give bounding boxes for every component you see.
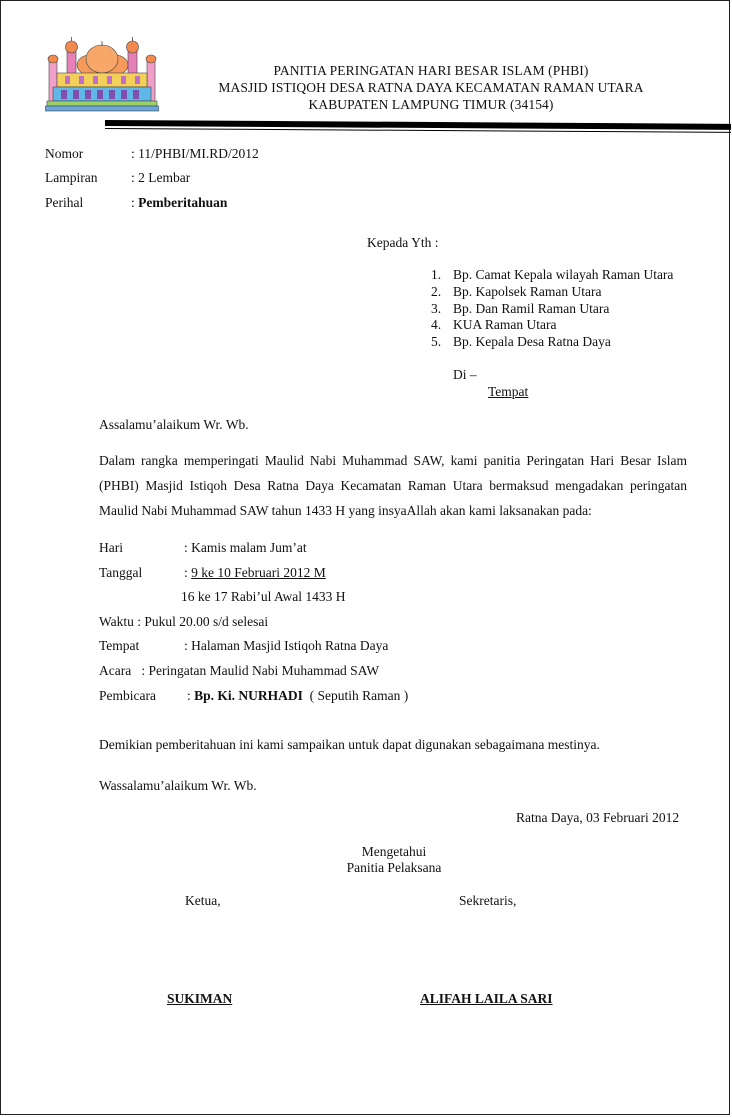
mengetahui: Mengetahui (361, 844, 427, 859)
list-item: 3. Bp. Dan Ramil Raman Utara (431, 300, 610, 316)
body-paragraph: Dalam rangka memperingati Maulid Nabi Muhammad SAW, kami panitia Peringatan Hari Besar Islam (PHBI) Masjid Istiqoh Desa Ratna Daya Kecamatan Raman Utara bermaksud mengadakan peringatan Maulid Nabi Muhammad SAW tahun 1433 H yang insyaAllah akan kami laksanakan pada: (99, 453, 687, 518)
acara: Acara : Peringatan Maulid Nabi Muhammad SAW (99, 663, 380, 678)
sekretaris-label: Sekretaris, (459, 893, 517, 908)
pembicara-value: : Bp. Ki. NURHADI ( Seputih Raman ) (187, 688, 409, 703)
pembicara-label: Pembicara (99, 688, 156, 703)
sekretaris-name: ALIFAH LAILA SARI (420, 991, 553, 1006)
lampiran-label: Lampiran (45, 170, 98, 185)
list-item: 5. Bp. Kepala Desa Ratna Daya (431, 334, 611, 350)
hari-value: : Kamis malam Jum’at (184, 540, 307, 555)
tempat-label: Tempat (488, 384, 529, 399)
panitia-pelaksana: Panitia Pelaksana (346, 860, 442, 875)
recipients-list (431, 267, 673, 351)
farewell: Wassalamu’alaikum Wr. Wb. (99, 778, 257, 793)
perihal-label: Perihal (45, 195, 84, 210)
nomor-label: Nomor (45, 146, 84, 161)
header-line-1: PANITIA PERINGATAN HARI BESAR ISLAM (PHBI) (273, 63, 589, 78)
nomor-value: : 11/PHBI/MI.RD/2012 (131, 146, 259, 161)
ketua-label: Ketua, (185, 893, 221, 908)
mosque-icon (45, 35, 159, 115)
perihal-value: : Pemberitahuan (131, 195, 228, 210)
di-label: Di – (453, 367, 477, 382)
list-item: 2. Bp. Kapolsek Raman Utara (431, 283, 602, 299)
greeting: Assalamu’alaikum Wr. Wb. (99, 417, 249, 432)
closing-statement: Demikian pemberitahuan ini kami sampaikan untuk dapat digunakan sebagaimana mestinya. (99, 737, 600, 752)
ketua-name: SUKIMAN (167, 991, 233, 1006)
tempat-event-label: Tempat (99, 638, 140, 653)
list-item: 1. Bp. Camat Kepala wilayah Raman Utara (431, 267, 674, 282)
header-line-2: MASJID ISTIQOH DESA RATNA DAYA KECAMATAN RAMAN UTARA (218, 80, 644, 95)
list-item: 4. KUA Raman Utara (431, 317, 557, 333)
tanggal-hijri: 16 ke 17 Rabi’ul Awal 1433 H (181, 589, 346, 604)
tanggal-label: Tanggal (99, 565, 143, 580)
lampiran-value: : 2 Lembar (131, 170, 191, 185)
place-date: Ratna Daya, 03 Februari 2012 (516, 810, 680, 825)
waktu: Waktu : Pukul 20.00 s/d selesai (99, 614, 269, 629)
tempat-event-value: : Halaman Masjid Istiqoh Ratna Daya (184, 638, 389, 653)
hari-label: Hari (99, 540, 123, 555)
recipients-heading: Kepada Yth : (367, 235, 439, 250)
header-line-3: KABUPATEN LAMPUNG TIMUR (34154) (308, 97, 554, 112)
tanggal-value: : 9 ke 10 Februari 2012 M (184, 565, 326, 580)
